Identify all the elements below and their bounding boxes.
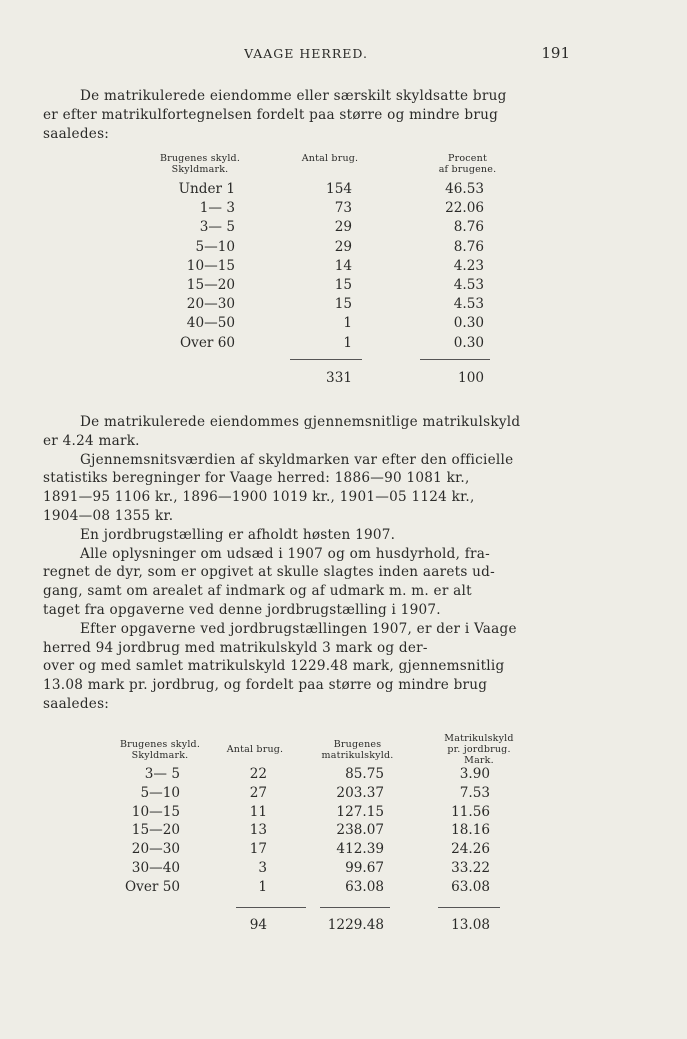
header-procent: af brugene.	[438, 164, 497, 175]
row-antal: 3	[258, 860, 267, 876]
row-procent: 46.53	[445, 181, 484, 197]
total-rule	[236, 907, 306, 908]
row-skyld: 3— 5	[144, 766, 180, 782]
header-skyld: Brugenes skyld.	[119, 739, 201, 750]
row-procent: 0.30	[453, 315, 484, 332]
row-procent: 4.53	[453, 277, 484, 293]
row-procent: 4.23	[453, 257, 484, 274]
row-matrikulskyld: 127.15	[336, 803, 384, 820]
header-antal: Antal brug.	[226, 744, 284, 755]
row-skyld: 20—30	[131, 841, 180, 858]
header-antal: Antal brug.	[301, 153, 359, 164]
row-antal: 1	[258, 878, 267, 895]
intro-line: er efter matrikulfortegnelsen fordelt paa større og mindre brug	[43, 106, 499, 123]
row-skyld: Over 60	[180, 334, 235, 351]
row-skyld: 5—10	[140, 784, 180, 801]
total-antal: 94	[249, 917, 267, 933]
row-antal: 11	[249, 803, 267, 820]
row-antal: 15	[334, 296, 352, 313]
row-pr-brug: 11.56	[451, 803, 490, 820]
header-matrikulskyld: matrikulskyld.	[321, 750, 394, 761]
row-antal: 29	[334, 238, 352, 255]
total-rule	[290, 359, 362, 360]
total-antal: 331	[326, 370, 352, 386]
row-antal: 73	[334, 200, 352, 217]
para2-line: statistiks beregninger for Vaage herred: 1886—90 1081 kr.,	[43, 470, 470, 487]
row-skyld: 15—20	[131, 822, 180, 839]
header-procent: Procent	[448, 153, 487, 164]
para5-line: herred 94 jordbrug med matrikulskyld 3 mark og der-	[43, 639, 428, 656]
row-skyld: 40—50	[186, 315, 235, 332]
row-antal: 29	[334, 219, 352, 236]
row-antal: 27	[249, 784, 267, 801]
intro-line: saaledes:	[43, 125, 110, 142]
row-procent: 8.76	[453, 238, 484, 255]
para5-line: 13.08 mark pr. jordbrug, og fordelt paa større og mindre brug	[43, 677, 488, 694]
header-matrikulskyld: Brugenes	[333, 739, 382, 750]
total-matrikulskyld: 1229.48	[327, 917, 384, 933]
row-antal: 22	[249, 766, 267, 782]
header-skyld: Skyldmark.	[171, 164, 229, 175]
row-pr-brug: 3.90	[459, 766, 490, 782]
row-antal: 154	[326, 181, 352, 197]
row-pr-brug: 24.26	[451, 841, 490, 858]
intro-paragraph	[43, 87, 565, 143]
row-procent: 22.06	[445, 200, 484, 217]
row-procent: 0.30	[453, 334, 484, 351]
header-pr-brug: Mark.	[464, 755, 494, 766]
row-pr-brug: 63.08	[451, 878, 490, 895]
row-skyld: 1— 3	[199, 200, 235, 217]
row-antal: 14	[334, 257, 352, 274]
row-antal: 1	[343, 315, 352, 332]
row-matrikulskyld: 85.75	[345, 766, 384, 782]
row-skyld: Under 1	[178, 181, 235, 197]
row-pr-brug: 7.53	[459, 784, 490, 801]
row-matrikulskyld: 203.37	[336, 784, 384, 801]
row-antal: 17	[249, 841, 267, 858]
para1-line: er 4.24 mark.	[43, 432, 140, 449]
total-rule	[438, 907, 500, 908]
page-number: 191	[541, 44, 570, 62]
total-procent: 100	[458, 370, 484, 386]
row-antal: 13	[249, 822, 267, 839]
row-procent: 8.76	[453, 219, 484, 236]
para2-line: 1891—95 1106 kr., 1896—1900 1019 kr., 1901—05 1124 kr.,	[43, 489, 475, 506]
total-pr-brug: 13.08	[451, 917, 490, 933]
running-header: VAAGE HERRED.	[244, 46, 368, 61]
row-matrikulskyld: 412.39	[336, 841, 384, 858]
total-rule	[320, 907, 390, 908]
body-text	[43, 413, 565, 714]
intro-line: De matrikulerede eiendomme eller særskilt skyldsatte brug	[80, 88, 507, 104]
para2-line: 1904—08 1355 kr.	[43, 507, 174, 524]
para4-line: taget fra opgaverne ved denne jordbrugstælling i 1907.	[43, 601, 441, 618]
row-skyld: 30—40	[131, 860, 180, 876]
row-matrikulskyld: 99.67	[345, 860, 384, 876]
para2-line: Gjennemsnitsværdien af skyldmarken var efter den officielle	[80, 451, 514, 468]
row-skyld: 3— 5	[199, 219, 235, 236]
row-skyld: 10—15	[186, 257, 235, 274]
para4-line: regnet de dyr, som er opgivet at skulle slagtes inden aarets ud-	[43, 564, 495, 581]
row-antal: 15	[334, 277, 352, 293]
para4-line: gang, samt om arealet af indmark og af udmark m. m. er alt	[43, 583, 472, 600]
row-matrikulskyld: 238.07	[336, 822, 384, 839]
row-skyld: 5—10	[195, 238, 235, 255]
row-procent: 4.53	[453, 296, 484, 313]
row-skyld: Over 50	[125, 878, 180, 895]
row-skyld: 20—30	[186, 296, 235, 313]
header-pr-brug: Matrikulskyld	[444, 733, 514, 744]
header-pr-brug: pr. jordbrug.	[447, 744, 511, 755]
total-rule	[420, 359, 490, 360]
para5-line: over og med samlet matrikulskyld 1229.48 mark, gjennemsnitlig	[43, 658, 505, 675]
para1-line: De matrikulerede eiendommes gjennemsnitlige matrikulskyld	[80, 414, 521, 430]
para3-line: En jordbrugstælling er afholdt høsten 1907.	[80, 526, 396, 543]
row-skyld: 15—20	[186, 277, 235, 293]
para5-line: saaledes:	[43, 695, 110, 712]
header-skyld: Skyldmark.	[131, 750, 189, 761]
row-antal: 1	[343, 334, 352, 351]
para5-line: Efter opgaverne ved jordbrugstællingen 1907, er der i Vaage	[80, 620, 517, 637]
row-skyld: 10—15	[131, 803, 180, 820]
row-pr-brug: 18.16	[451, 822, 490, 839]
header-skyld: Brugenes skyld.	[159, 153, 241, 164]
para4-line: Alle oplysninger om udsæd i 1907 og om husdyrhold, fra-	[80, 545, 490, 562]
row-pr-brug: 33.22	[451, 860, 490, 876]
row-matrikulskyld: 63.08	[345, 878, 384, 895]
